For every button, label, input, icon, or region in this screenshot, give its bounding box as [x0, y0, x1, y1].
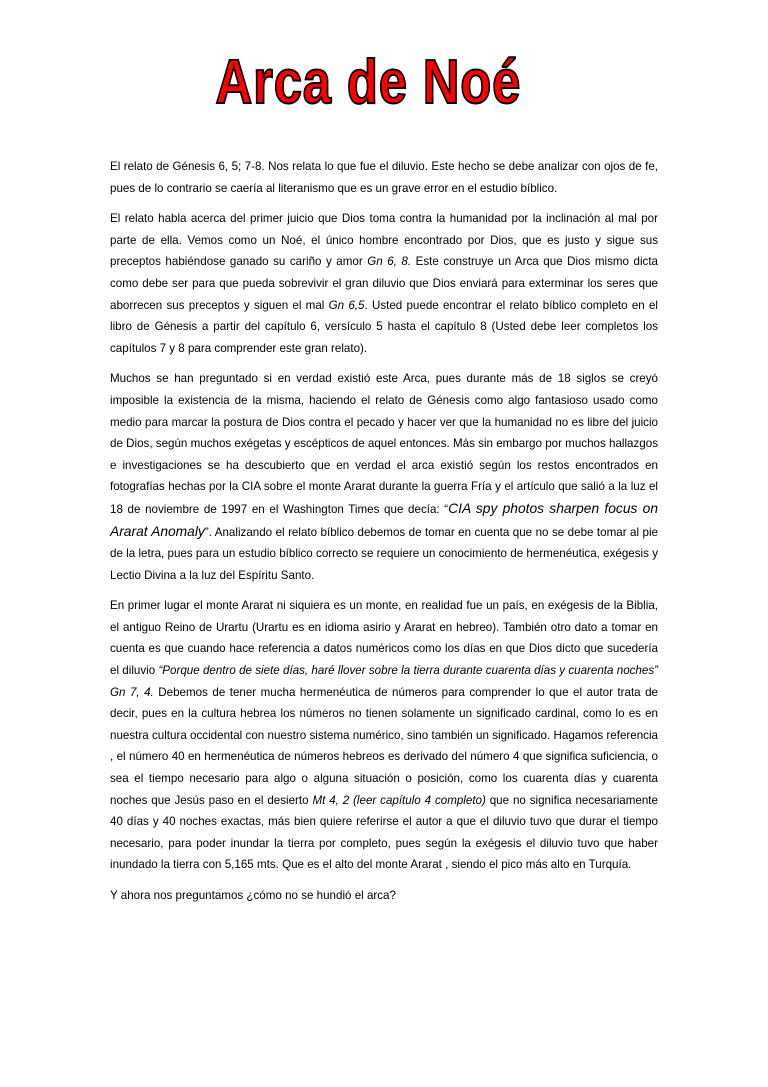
paragraph-3-text-a: Muchos se han preguntado si en verdad existió este Arca, pues durante más de 18 siglos se creyó imposible la existencia de la misma, haciendo el relato de Génesis como algo fantasioso usado como medio para marcar la postura de Dios contra el pecado y hacer ver que la humanidad no es libre del juicio de Dios, según muchos exégetas y escépticos de aquel entonces. Más sin embargo por muchos hallazgos e investigaciones se ha descubierto que en verdad el arca existió según los restos encontrados en fotografías hechas por la CIA sobre el monte Ararat durante la guerra Fría y el artículo que salió a la luz el 18 de noviembre de 1997 en el Washington Times que decía: “: [110, 372, 658, 516]
paragraph-4-text-b: Debemos de tener mucha hermenéutica de números para comprender lo que el autor trata de decir, pues en la cultura hebrea los números no tienen solamente un significado cardinal, como lo es en nuestra cultura occidental con nuestro sistema numérico, sino también un significado. Hagamos referencia , el número 40 en hermenéutica de números hebreos es derivado del número 4 que significa suficiencia, o sea el tiempo necesario para algo o alguna situación o posición, como los cuarenta días y cuarenta noches que Jesús paso en el desierto: [110, 685, 658, 807]
paragraph-4: [110, 595, 658, 876]
paragraph-4-text-a: En primer lugar el monte Ararat ni siquiera es un monte, en realidad fue un país, en exégesis de la Biblia, el antiguo Reino de Urartu (Urartu es en idioma asirio y Ararat en hebreo). También otro dato a tomar en cuenta es que cuando hace referencia a datos numéricos como los días en que Dios dicto que sucedería el diluvio: [110, 599, 658, 678]
document-body: [110, 156, 658, 916]
bible-reference: Gn 6, 8.: [367, 255, 412, 269]
scripture-quote: “Porque dentro de siete días, haré llover sobre la tierra durante cuarenta días y cuarenta noches” Gn 7, 4.: [110, 664, 658, 699]
paragraph-3: [110, 368, 658, 586]
paragraph-2-text-b: Este construye un Arca que Dios mismo dicta como debe ser para que pueda sobrevivir el gran diluvio que Dios enviará para exterminar los seres que aborrecen sus preceptos y siguen el mal: [110, 255, 659, 312]
paragraph-2-text-c: . Usted puede encontrar el relato bíblico completo en el libro de Génesis a partir del capítulo 6, versículo 5 hasta el capítulo 8 (Usted debe leer completos los capítulos 7 y 8 para comprender este gran relato).: [110, 298, 658, 355]
bible-reference: Mt 4, 2 (leer capítulo 4 completo): [312, 793, 486, 807]
document-title: Arca de Noé: [215, 48, 521, 117]
newspaper-headline-quote: CIA spy photos sharpen focus on Ararat Anomaly: [110, 500, 658, 539]
paragraph-4-text-c: que no significa necesariamente 40 días y 40 noches exactas, más bien quiere referirse el autor a que el diluvio tuvo que durar el tiempo necesario, para poder inundar la tierra por completo, pues según la exégesis el diluvio tuvo que haber inundado la tierra con 5,165 mts. Que es el alto del monte Ararat , siendo el pico más alto en Turquía.: [110, 793, 658, 872]
bible-reference: Gn 6,5: [328, 298, 365, 312]
title-container: [0, 48, 768, 117]
paragraph-3-text-b: ”. Analizando el relato bíblico debemos de tomar en cuenta que no se debe tomar al pie de la letra, pues para un estudio bíblico correcto se requiere un conocimiento de hermenéutica, exégesis y Lectio Divina a la luz del Espíritu Santo.: [110, 525, 658, 582]
paragraph-2: [110, 208, 658, 359]
paragraph-1: El relato de Génesis 6, 5; 7-8. Nos relata lo que fue el diluvio. Este hecho se debe analizar con ojos de fe, pues de lo contrario se caería al literanismo que es un grave error en el estudio bíblico.: [110, 160, 658, 195]
paragraph-5: Y ahora nos preguntamos ¿cómo no se hundió el arca?: [110, 889, 396, 902]
paragraph-2-text-a: El relato habla acerca del primer juicio que Dios toma contra la humanidad por la inclinación al mal por parte de ella. Vemos como un Noé, el único hombre encontrado por Dios, que es justo y sigue sus preceptos habiéndose ganado su cariño y amor: [110, 212, 658, 269]
